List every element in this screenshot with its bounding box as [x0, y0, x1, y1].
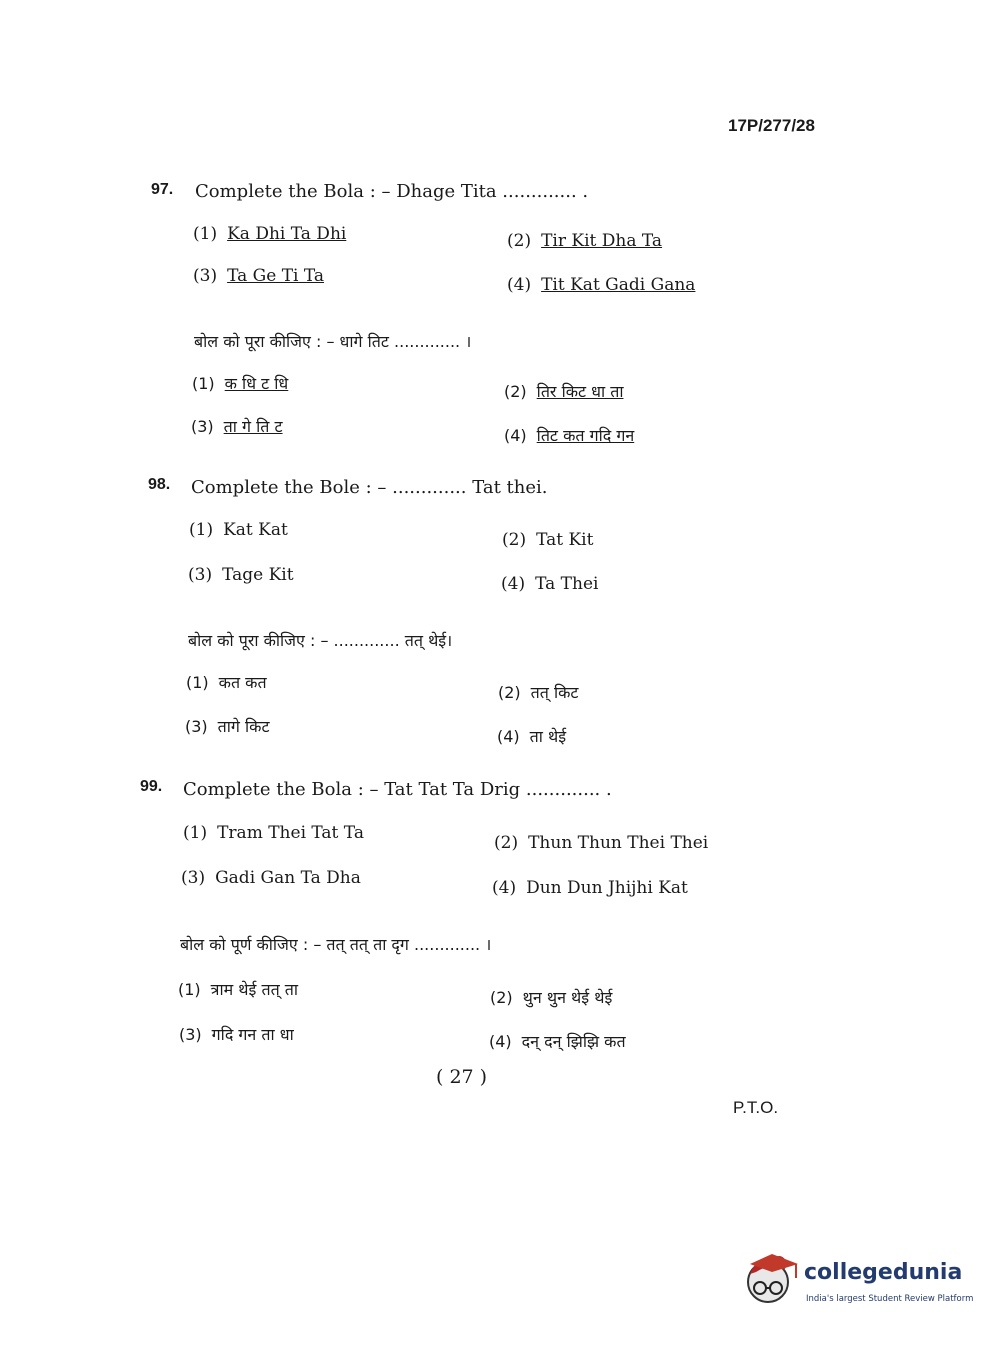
question-99-option-4-en — [492, 878, 688, 898]
option-number: (1) — [189, 520, 214, 540]
question-99-option-2-en — [494, 833, 708, 853]
option-text: कत कत — [218, 673, 267, 692]
option-number: (1) — [192, 374, 215, 393]
option-number: (3) — [179, 1025, 202, 1044]
question-98-option-4-en — [501, 574, 598, 594]
option-text: त्राम थेई तत् ता — [210, 980, 299, 999]
option-number: (3) — [185, 717, 208, 736]
paper-code: 17P/277/28 — [728, 116, 815, 135]
option-text: Kat Kat — [223, 520, 288, 540]
option-text: ता गे ति ट — [223, 417, 283, 436]
option-number: (4) — [501, 574, 526, 594]
question-97-option-1-en — [193, 224, 346, 244]
question-98-option-2-hi — [498, 681, 579, 703]
option-number: (4) — [504, 426, 527, 445]
option-text: Ta Ge Ti Ta — [227, 266, 325, 286]
question-98-stem-en: Complete the Bole : – ............. Tat thei. — [191, 477, 548, 498]
question-97-option-1-hi — [192, 372, 288, 394]
option-text: Tat Kit — [536, 530, 594, 550]
question-97-option-3-en — [193, 266, 324, 286]
question-98-option-2-en — [502, 530, 593, 550]
question-98-option-3-en — [188, 565, 294, 585]
option-number: (1) — [186, 673, 209, 692]
option-text: Dun Dun Jhijhi Kat — [526, 878, 688, 898]
option-number: (2) — [507, 231, 532, 251]
question-98-stem-hi: बोल को पूरा कीजिए : – ............. तत् थेई। — [188, 631, 453, 650]
option-number: (1) — [178, 980, 201, 999]
question-97-option-3-hi — [191, 415, 283, 437]
question-99-option-1-en — [183, 823, 364, 843]
question-97-stem-en: Complete the Bola : – Dhage Tita ............. . — [195, 181, 589, 202]
option-number: (2) — [490, 988, 513, 1007]
option-text: ता थेई — [529, 727, 567, 746]
option-number: (4) — [489, 1032, 512, 1051]
question-99-option-4-hi — [489, 1030, 626, 1052]
option-number: (4) — [492, 878, 517, 898]
question-98-option-1-en — [189, 520, 288, 540]
option-text: Tage Kit — [222, 565, 294, 585]
option-number: (3) — [193, 266, 218, 286]
option-text: Tram Thei Tat Ta — [217, 823, 364, 843]
option-number: (3) — [191, 417, 214, 436]
question-99-stem-en: Complete the Bola : – Tat Tat Ta Drig ............. . — [183, 779, 612, 800]
option-number: (4) — [497, 727, 520, 746]
option-text: दन् दन् झिझि कत — [521, 1032, 626, 1051]
option-text: तागे किट — [217, 717, 270, 736]
question-97-option-4-hi — [504, 424, 634, 446]
question-98-option-1-hi — [186, 671, 267, 693]
option-number: (2) — [502, 530, 527, 550]
question-99-option-3-en — [181, 868, 361, 888]
question-97-number: 97. — [151, 181, 174, 198]
question-97-option-4-en — [507, 275, 695, 295]
option-text: Tit Kat Gadi Gana — [541, 275, 696, 295]
collegedunia-logo — [742, 1250, 972, 1312]
option-number: (2) — [504, 382, 527, 401]
question-97-stem-hi: बोल को पूरा कीजिए : – धागे तिट ............. । — [194, 332, 472, 351]
pto-label: P.T.O. — [733, 1098, 779, 1117]
question-97-option-2-en — [507, 231, 662, 251]
option-number: (3) — [181, 868, 206, 888]
option-text: Ta Thei — [535, 574, 599, 594]
question-98-number: 98. — [148, 476, 171, 493]
question-98-option-3-hi — [185, 715, 270, 737]
option-text: थुन थुन थेई थेई — [522, 988, 613, 1007]
question-99-stem-hi: बोल को पूर्ण कीजिए : – तत् तत् ता दृग ............. । — [180, 935, 492, 954]
option-text: Tir Kit Dha Ta — [541, 231, 663, 251]
option-text: गदि गन ता धा — [211, 1025, 294, 1044]
question-99-option-3-hi — [179, 1023, 294, 1045]
option-text: तिर किट धा ता — [536, 382, 624, 401]
question-98-option-4-hi — [497, 725, 566, 747]
option-number: (2) — [494, 833, 519, 853]
logo-name: collegedunia — [804, 1260, 963, 1285]
option-text: Ka Dhi Ta Dhi — [227, 224, 347, 244]
logo-tagline: India's largest Student Review Platform — [806, 1294, 974, 1304]
page-number: ( 27 ) — [436, 1066, 488, 1088]
option-number: (1) — [193, 224, 218, 244]
option-number: (4) — [507, 275, 532, 295]
mascot-icon — [742, 1250, 800, 1310]
question-97-option-2-hi — [504, 380, 623, 402]
option-text: तिट कत गदि गन — [536, 426, 635, 445]
option-text: Gadi Gan Ta Dha — [215, 868, 361, 888]
option-number: (3) — [188, 565, 213, 585]
question-99-option-1-hi — [178, 978, 298, 1000]
question-99-option-2-hi — [490, 986, 612, 1008]
option-text: Thun Thun Thei Thei — [528, 833, 709, 853]
question-99-number: 99. — [140, 778, 163, 795]
option-text: तत् किट — [530, 683, 579, 702]
option-text: क धि ट धि — [224, 374, 289, 393]
option-number: (2) — [498, 683, 521, 702]
option-number: (1) — [183, 823, 208, 843]
